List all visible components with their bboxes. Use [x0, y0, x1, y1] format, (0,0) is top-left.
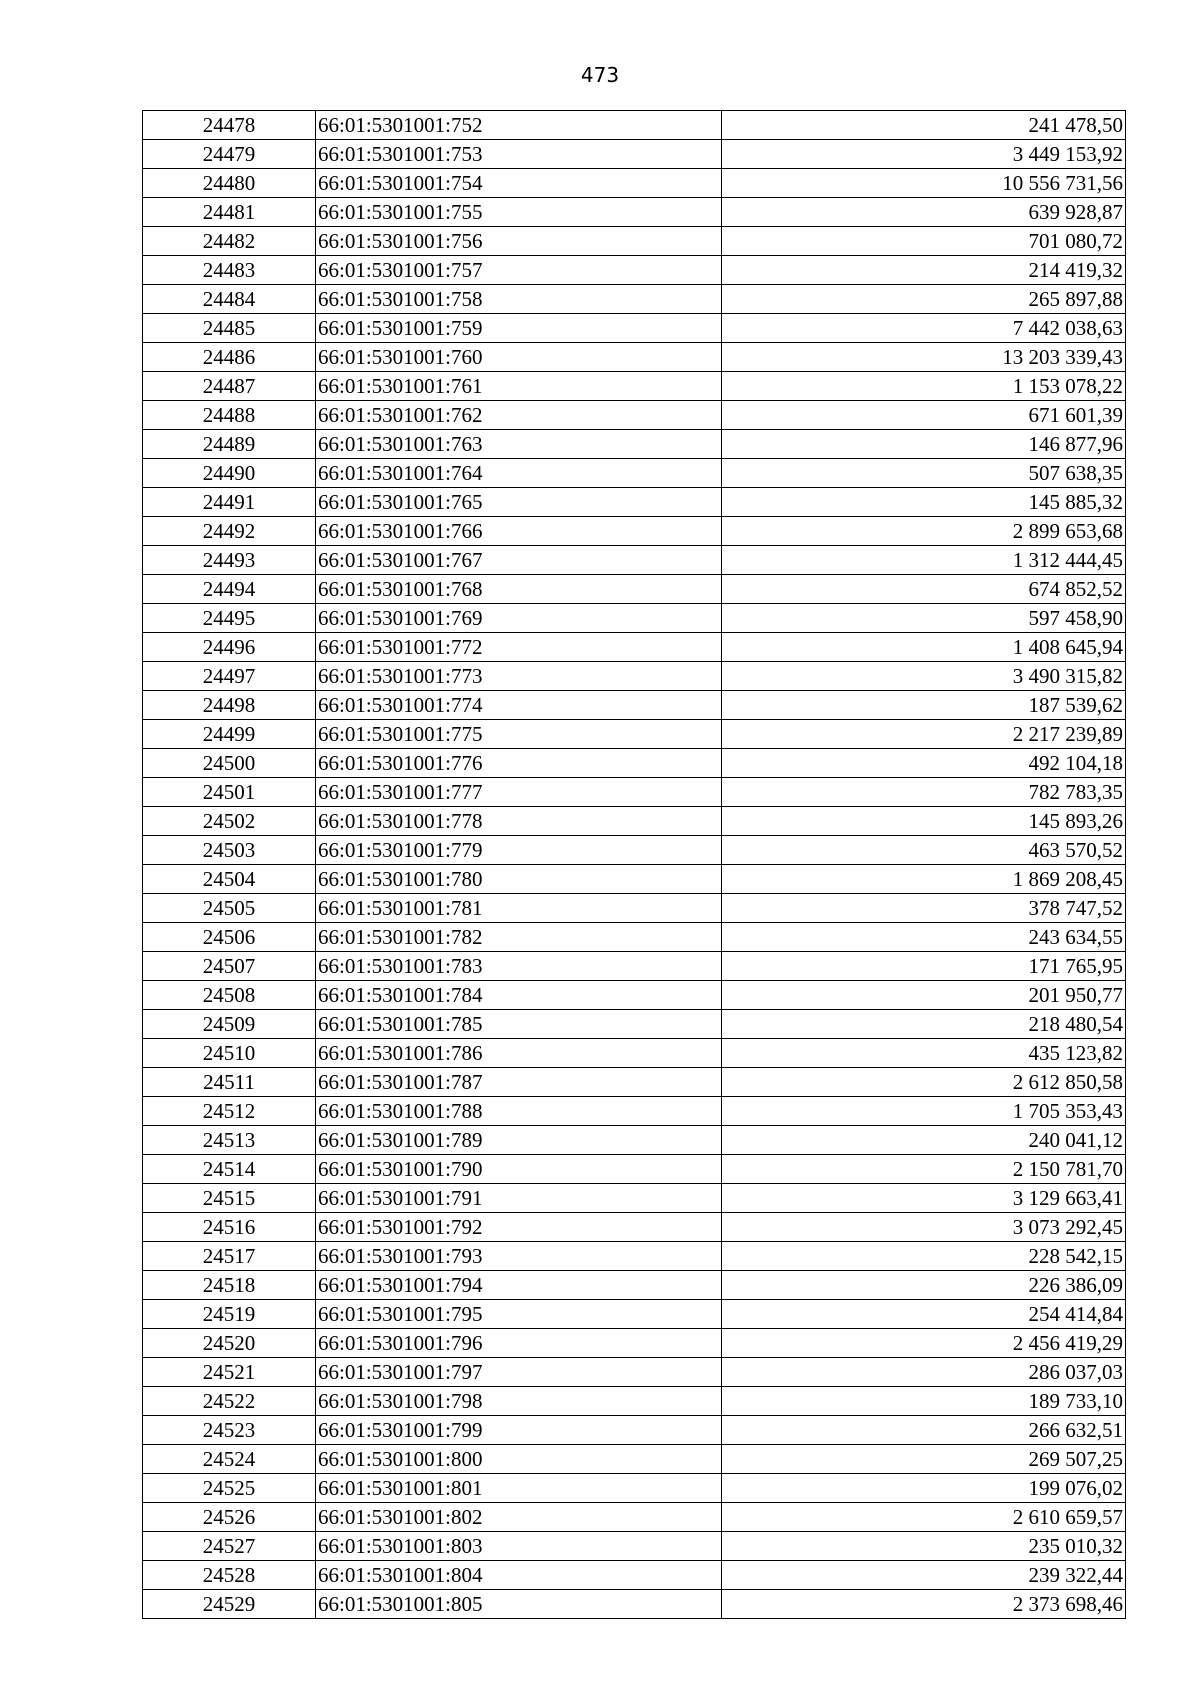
row-number-cell: 24482	[143, 227, 316, 256]
cadastral-value-cell: 218 480,54	[722, 1010, 1126, 1039]
cadastral-value-cell: 199 076,02	[722, 1474, 1126, 1503]
cadastral-number-cell: 66:01:5301001:779	[316, 836, 722, 865]
cadastral-number-cell: 66:01:5301001:790	[316, 1155, 722, 1184]
table-row	[143, 662, 1126, 691]
cadastral-number-cell: 66:01:5301001:800	[316, 1445, 722, 1474]
table-row	[143, 1416, 1126, 1445]
cadastral-number-cell: 66:01:5301001:786	[316, 1039, 722, 1068]
table-row	[143, 488, 1126, 517]
row-number-cell: 24503	[143, 836, 316, 865]
cadastral-number-cell: 66:01:5301001:785	[316, 1010, 722, 1039]
cadastral-number-cell: 66:01:5301001:760	[316, 343, 722, 372]
cadastral-number-cell: 66:01:5301001:758	[316, 285, 722, 314]
cadastral-value-cell: 2 373 698,46	[722, 1590, 1126, 1619]
cadastral-number-cell: 66:01:5301001:805	[316, 1590, 722, 1619]
table-row	[143, 1358, 1126, 1387]
cadastral-value-cell: 201 950,77	[722, 981, 1126, 1010]
cadastral-number-cell: 66:01:5301001:787	[316, 1068, 722, 1097]
table-row	[143, 1590, 1126, 1619]
row-number-cell: 24501	[143, 778, 316, 807]
cadastral-number-cell: 66:01:5301001:773	[316, 662, 722, 691]
cadastral-value-cell: 189 733,10	[722, 1387, 1126, 1416]
table-row	[143, 401, 1126, 430]
cadastral-number-cell: 66:01:5301001:777	[316, 778, 722, 807]
row-number-cell: 24529	[143, 1590, 316, 1619]
row-number-cell: 24488	[143, 401, 316, 430]
table-row	[143, 1155, 1126, 1184]
table-row	[143, 1532, 1126, 1561]
row-number-cell: 24512	[143, 1097, 316, 1126]
cadastral-value-cell: 2 150 781,70	[722, 1155, 1126, 1184]
cadastral-number-cell: 66:01:5301001:768	[316, 575, 722, 604]
row-number-cell: 24484	[143, 285, 316, 314]
cadastral-number-cell: 66:01:5301001:802	[316, 1503, 722, 1532]
cadastral-number-cell: 66:01:5301001:756	[316, 227, 722, 256]
cadastral-value-cell: 187 539,62	[722, 691, 1126, 720]
table-row	[143, 1387, 1126, 1416]
row-number-cell: 24517	[143, 1242, 316, 1271]
row-number-cell: 24498	[143, 691, 316, 720]
cadastral-value-cell: 265 897,88	[722, 285, 1126, 314]
table-row	[143, 1097, 1126, 1126]
row-number-cell: 24521	[143, 1358, 316, 1387]
cadastral-number-cell: 66:01:5301001:791	[316, 1184, 722, 1213]
cadastral-number-cell: 66:01:5301001:804	[316, 1561, 722, 1590]
cadastral-number-cell: 66:01:5301001:755	[316, 198, 722, 227]
cadastral-value-cell: 1 312 444,45	[722, 546, 1126, 575]
table-row	[143, 1329, 1126, 1358]
cadastral-value-cell: 671 601,39	[722, 401, 1126, 430]
cadastral-value-cell: 597 458,90	[722, 604, 1126, 633]
cadastral-number-cell: 66:01:5301001:799	[316, 1416, 722, 1445]
table-row	[143, 1503, 1126, 1532]
row-number-cell: 24514	[143, 1155, 316, 1184]
cadastral-value-cell: 243 634,55	[722, 923, 1126, 952]
row-number-cell: 24509	[143, 1010, 316, 1039]
row-number-cell: 24496	[143, 633, 316, 662]
cadastral-value-cell: 241 478,50	[722, 111, 1126, 140]
row-number-cell: 24528	[143, 1561, 316, 1590]
cadastral-number-cell: 66:01:5301001:788	[316, 1097, 722, 1126]
row-number-cell: 24513	[143, 1126, 316, 1155]
row-number-cell: 24516	[143, 1213, 316, 1242]
cadastral-number-cell: 66:01:5301001:782	[316, 923, 722, 952]
cadastral-value-cell: 2 456 419,29	[722, 1329, 1126, 1358]
cadastral-value-cell: 674 852,52	[722, 575, 1126, 604]
cadastral-number-cell: 66:01:5301001:761	[316, 372, 722, 401]
table-row	[143, 1213, 1126, 1242]
cadastral-number-cell: 66:01:5301001:753	[316, 140, 722, 169]
row-number-cell: 24485	[143, 314, 316, 343]
row-number-cell: 24487	[143, 372, 316, 401]
row-number-cell: 24478	[143, 111, 316, 140]
cadastral-number-cell: 66:01:5301001:778	[316, 807, 722, 836]
row-number-cell: 24480	[143, 169, 316, 198]
cadastral-value-cell: 2 610 659,57	[722, 1503, 1126, 1532]
cadastral-number-cell: 66:01:5301001:772	[316, 633, 722, 662]
cadastral-value-cell: 214 419,32	[722, 256, 1126, 285]
table-row	[143, 981, 1126, 1010]
cadastral-value-cell: 7 442 038,63	[722, 314, 1126, 343]
row-number-cell: 24489	[143, 430, 316, 459]
table-row	[143, 836, 1126, 865]
table-row	[143, 1010, 1126, 1039]
cadastral-number-cell: 66:01:5301001:798	[316, 1387, 722, 1416]
row-number-cell: 24515	[143, 1184, 316, 1213]
table-row	[143, 1445, 1126, 1474]
cadastral-value-cell: 435 123,82	[722, 1039, 1126, 1068]
cadastral-value-cell: 235 010,32	[722, 1532, 1126, 1561]
cadastral-number-cell: 66:01:5301001:803	[316, 1532, 722, 1561]
cadastral-value-cell: 1 153 078,22	[722, 372, 1126, 401]
table-row	[143, 372, 1126, 401]
cadastral-value-cell: 226 386,09	[722, 1271, 1126, 1300]
cadastral-number-cell: 66:01:5301001:793	[316, 1242, 722, 1271]
cadastral-number-cell: 66:01:5301001:764	[316, 459, 722, 488]
cadastral-value-cell: 1 705 353,43	[722, 1097, 1126, 1126]
row-number-cell: 24507	[143, 952, 316, 981]
cadastral-number-cell: 66:01:5301001:776	[316, 749, 722, 778]
cadastral-value-cell: 1 408 645,94	[722, 633, 1126, 662]
table-row	[143, 1126, 1126, 1155]
cadastral-value-cell: 492 104,18	[722, 749, 1126, 778]
table-row	[143, 140, 1126, 169]
table-row	[143, 691, 1126, 720]
cadastral-value-table	[142, 110, 1126, 1619]
table-row	[143, 285, 1126, 314]
cadastral-value-cell: 266 632,51	[722, 1416, 1126, 1445]
table-row	[143, 894, 1126, 923]
row-number-cell: 24497	[143, 662, 316, 691]
cadastral-value-cell: 145 885,32	[722, 488, 1126, 517]
row-number-cell: 24483	[143, 256, 316, 285]
table-row	[143, 952, 1126, 981]
row-number-cell: 24481	[143, 198, 316, 227]
cadastral-number-cell: 66:01:5301001:783	[316, 952, 722, 981]
table-row	[143, 169, 1126, 198]
row-number-cell: 24492	[143, 517, 316, 546]
row-number-cell: 24526	[143, 1503, 316, 1532]
cadastral-value-cell: 3 129 663,41	[722, 1184, 1126, 1213]
cadastral-value-cell: 254 414,84	[722, 1300, 1126, 1329]
table-row	[143, 633, 1126, 662]
row-number-cell: 24479	[143, 140, 316, 169]
cadastral-value-cell: 507 638,35	[722, 459, 1126, 488]
cadastral-number-cell: 66:01:5301001:801	[316, 1474, 722, 1503]
row-number-cell: 24519	[143, 1300, 316, 1329]
row-number-cell: 24494	[143, 575, 316, 604]
cadastral-number-cell: 66:01:5301001:763	[316, 430, 722, 459]
table-row	[143, 865, 1126, 894]
table-row	[143, 604, 1126, 633]
table-row	[143, 430, 1126, 459]
table-row	[143, 923, 1126, 952]
table-row	[143, 1474, 1126, 1503]
table-row	[143, 314, 1126, 343]
cadastral-number-cell: 66:01:5301001:780	[316, 865, 722, 894]
row-number-cell: 24520	[143, 1329, 316, 1358]
table-row	[143, 1271, 1126, 1300]
cadastral-value-cell: 3 073 292,45	[722, 1213, 1126, 1242]
row-number-cell: 24510	[143, 1039, 316, 1068]
cadastral-number-cell: 66:01:5301001:795	[316, 1300, 722, 1329]
cadastral-number-cell: 66:01:5301001:792	[316, 1213, 722, 1242]
cadastral-value-cell: 146 877,96	[722, 430, 1126, 459]
row-number-cell: 24525	[143, 1474, 316, 1503]
cadastral-number-cell: 66:01:5301001:797	[316, 1358, 722, 1387]
cadastral-value-cell: 228 542,15	[722, 1242, 1126, 1271]
cadastral-number-cell: 66:01:5301001:781	[316, 894, 722, 923]
table-row	[143, 1184, 1126, 1213]
table-row	[143, 575, 1126, 604]
cadastral-value-cell: 378 747,52	[722, 894, 1126, 923]
row-number-cell: 24504	[143, 865, 316, 894]
cadastral-number-cell: 66:01:5301001:765	[316, 488, 722, 517]
row-number-cell: 24511	[143, 1068, 316, 1097]
table-row	[143, 1242, 1126, 1271]
row-number-cell: 24490	[143, 459, 316, 488]
table-row	[143, 778, 1126, 807]
cadastral-number-cell: 66:01:5301001:767	[316, 546, 722, 575]
table-row	[143, 517, 1126, 546]
cadastral-value-cell: 2 899 653,68	[722, 517, 1126, 546]
table-row	[143, 256, 1126, 285]
table-row	[143, 111, 1126, 140]
cadastral-value-cell: 2 612 850,58	[722, 1068, 1126, 1097]
cadastral-value-cell: 2 217 239,89	[722, 720, 1126, 749]
row-number-cell: 24522	[143, 1387, 316, 1416]
row-number-cell: 24491	[143, 488, 316, 517]
cadastral-value-cell: 269 507,25	[722, 1445, 1126, 1474]
cadastral-number-cell: 66:01:5301001:769	[316, 604, 722, 633]
cadastral-value-cell: 782 783,35	[722, 778, 1126, 807]
table-row	[143, 343, 1126, 372]
row-number-cell: 24493	[143, 546, 316, 575]
cadastral-number-cell: 66:01:5301001:766	[316, 517, 722, 546]
cadastral-value-cell: 171 765,95	[722, 952, 1126, 981]
table-row	[143, 1039, 1126, 1068]
row-number-cell: 24527	[143, 1532, 316, 1561]
page-number: 473	[580, 63, 620, 87]
row-number-cell: 24506	[143, 923, 316, 952]
row-number-cell: 24523	[143, 1416, 316, 1445]
cadastral-value-cell: 639 928,87	[722, 198, 1126, 227]
cadastral-value-cell: 13 203 339,43	[722, 343, 1126, 372]
row-number-cell: 24500	[143, 749, 316, 778]
row-number-cell: 24495	[143, 604, 316, 633]
cadastral-value-cell: 286 037,03	[722, 1358, 1126, 1387]
cadastral-value-cell: 701 080,72	[722, 227, 1126, 256]
table-row	[143, 546, 1126, 575]
cadastral-value-cell: 10 556 731,56	[722, 169, 1126, 198]
row-number-cell: 24499	[143, 720, 316, 749]
cadastral-value-cell: 463 570,52	[722, 836, 1126, 865]
cadastral-number-cell: 66:01:5301001:784	[316, 981, 722, 1010]
table-row	[143, 1561, 1126, 1590]
cadastral-number-cell: 66:01:5301001:796	[316, 1329, 722, 1358]
row-number-cell: 24518	[143, 1271, 316, 1300]
cadastral-value-cell: 239 322,44	[722, 1561, 1126, 1590]
cadastral-number-cell: 66:01:5301001:774	[316, 691, 722, 720]
cadastral-number-cell: 66:01:5301001:775	[316, 720, 722, 749]
row-number-cell: 24524	[143, 1445, 316, 1474]
table-row	[143, 1068, 1126, 1097]
table-row	[143, 198, 1126, 227]
row-number-cell: 24508	[143, 981, 316, 1010]
row-number-cell: 24486	[143, 343, 316, 372]
cadastral-number-cell: 66:01:5301001:762	[316, 401, 722, 430]
table-row	[143, 807, 1126, 836]
cadastral-number-cell: 66:01:5301001:794	[316, 1271, 722, 1300]
row-number-cell: 24502	[143, 807, 316, 836]
cadastral-value-cell: 3 449 153,92	[722, 140, 1126, 169]
cadastral-number-cell: 66:01:5301001:754	[316, 169, 722, 198]
table-row	[143, 227, 1126, 256]
cadastral-number-cell: 66:01:5301001:757	[316, 256, 722, 285]
cadastral-number-cell: 66:01:5301001:752	[316, 111, 722, 140]
cadastral-value-cell: 3 490 315,82	[722, 662, 1126, 691]
table-row	[143, 1300, 1126, 1329]
table-row	[143, 459, 1126, 488]
table-row	[143, 720, 1126, 749]
cadastral-number-cell: 66:01:5301001:789	[316, 1126, 722, 1155]
cadastral-value-cell: 145 893,26	[722, 807, 1126, 836]
cadastral-value-cell: 1 869 208,45	[722, 865, 1126, 894]
cadastral-number-cell: 66:01:5301001:759	[316, 314, 722, 343]
cadastral-value-cell: 240 041,12	[722, 1126, 1126, 1155]
table-row	[143, 749, 1126, 778]
table-body	[143, 111, 1126, 1619]
row-number-cell: 24505	[143, 894, 316, 923]
